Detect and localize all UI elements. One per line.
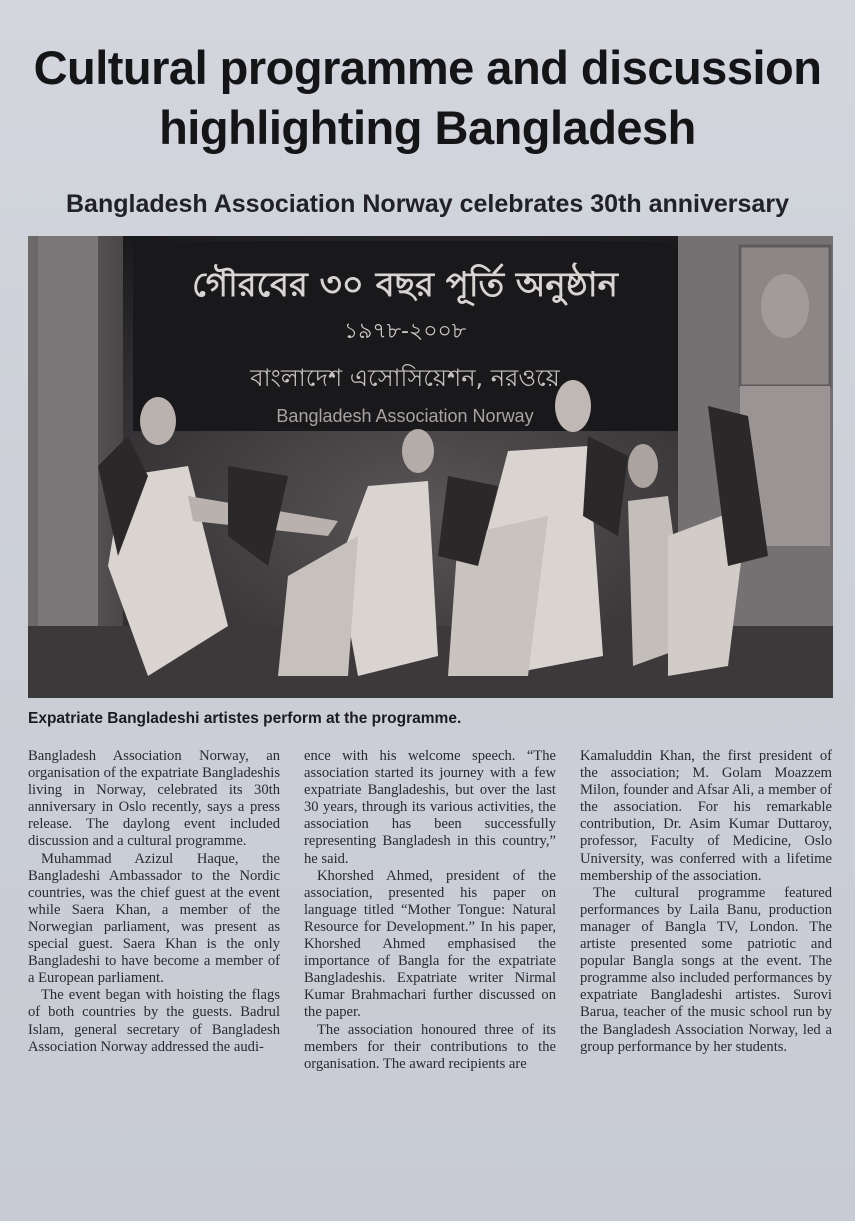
paragraph: The association honoured three of its members for their contributions to the organisation. The award recipients are	[304, 1021, 556, 1072]
performance-photo	[28, 236, 833, 698]
article-body	[28, 748, 833, 1188]
paragraph: Kamaluddin Khan, the first president of the association; M. Golam Moazzem Milon, founder and Afsar Ali, a member of the association. For his remarkable contribution, Dr. Asim Kumar Duttaroy, professor, Faculty of Medicine, Oslo University, was conferred with a lifetime membership of the association.	[580, 748, 832, 884]
subheadline: Bangladesh Association Norway celebrates 30th anniversary	[66, 190, 789, 218]
body-column-1	[28, 748, 280, 1188]
banner-org-english: Bangladesh Association Norway	[276, 406, 534, 426]
headline-line-1: Cultural programme and discussion	[33, 41, 822, 94]
paragraph: The event began with hoisting the flags of both countries by the guests. Badrul Islam, general secretary of Bangladesh Association Norway addressed the audi-	[28, 987, 280, 1055]
headline	[0, 38, 855, 158]
body-column-2	[304, 748, 556, 1188]
paragraph: Khorshed Ahmed, president of the association, presented his paper on language titled “Mother Tongue: Natural Resource for Development.” In his paper, Khorshed Ahmed emphasised the importance of Bangla for the expatriate Bangladeshis. Expatriate writer Nirmal Kumar Brahmachari further discussed on the paper.	[304, 867, 556, 1021]
paragraph: ence with his welcome speech. “The association started its journey with a few expatriate Bangladeshis, but over the last 30 years, through its various activities, the association has been successfully representing Bangladesh in this country,” he said.	[304, 748, 556, 867]
banner-years: ১৯৭৮-২০০৮	[343, 319, 467, 344]
banner-org-bangla: বাংলাদেশ এসোসিয়েশন, নরওয়ে	[250, 364, 560, 392]
body-column-3	[580, 748, 832, 1188]
headline-line-2: highlighting Bangladesh	[159, 101, 696, 154]
photo-caption: Expatriate Bangladeshi artistes perform at the programme.	[28, 710, 462, 727]
paragraph: The cultural programme featured performances by Laila Banu, production manager of Bangla TV, London. The artiste presented some patriotic and popular Bangla songs at the event. The programme also included performances by expatriate Bangladeshi artistes. Surovi Barua, teacher of the music school run by the Bangladesh Association Norway, led a group performance by her students.	[580, 884, 832, 1055]
paragraph: Muhammad Azizul Haque, the Bangladeshi Ambassador to the Nordic countries, was the chief guest at the event while Saera Khan, a member of the Norwegian parliament, was present as special guest. Saera Khan is the only Bangladeshi to have become a member of a European parliament.	[28, 850, 280, 987]
banner-bangla: গৌরবের ৩০ বছর পূর্তি অনুষ্ঠান	[192, 265, 618, 305]
paragraph: Bangladesh Association Norway, an organisation of the expatriate Bangladeshis living in Norway, celebrated its 30th anniversary in Oslo recently, says a press release. The daylong event included discussion and a cultural programme.	[28, 748, 280, 850]
